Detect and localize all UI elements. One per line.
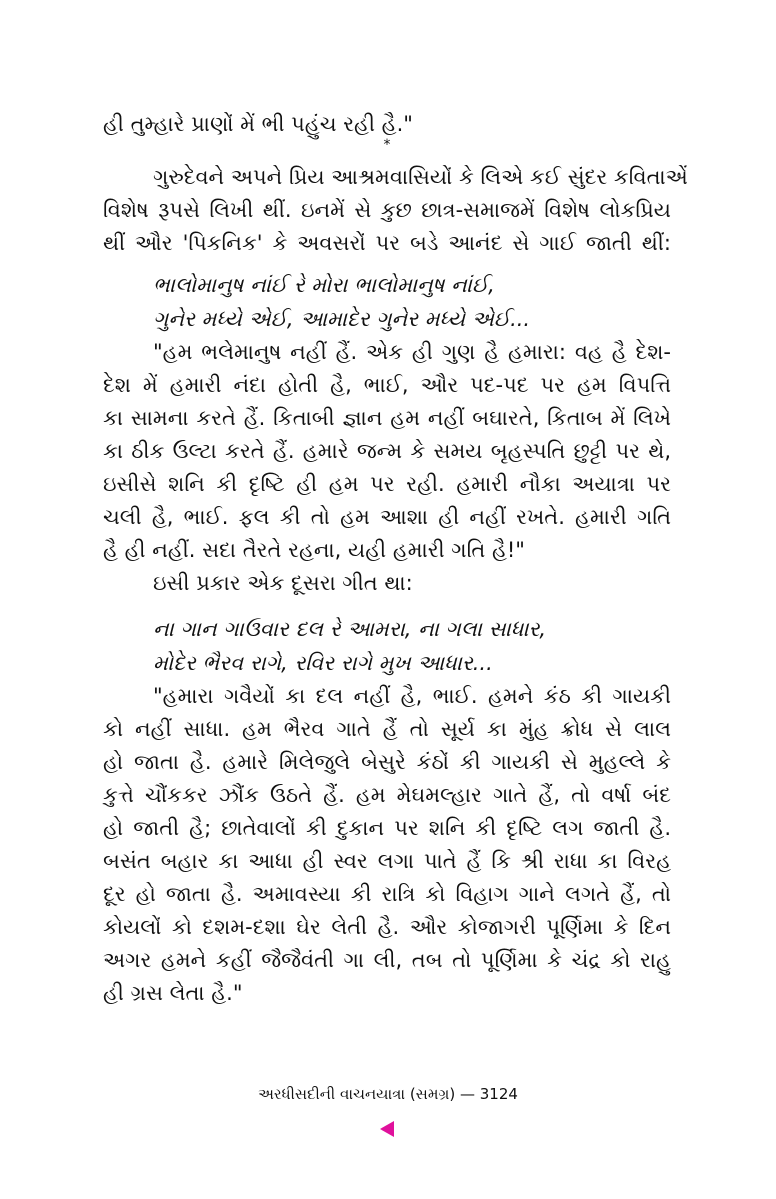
text-line: ગુરુદેવને અપને પ્રિય આશ્રમવાસિયોં કે લિએ કઈ સુંદર કવિતાએં	[153, 165, 688, 189]
text-line: હૈ હી નહીં. સદા તૈરતે રહના, યહી હમારી ગતિ હૈ!"	[103, 538, 525, 562]
poem-line: ના ગાન ગાઉવાર દલ રે આમરા, ના ગલા સાધાર,	[153, 617, 547, 641]
text-line: કુત્તે ચૌંકકર ઝૌંક ઉઠતે હૈં. હમ મેઘમલ્હાર ગાતે હૈં, તો વર્ષા બંદ	[103, 783, 671, 807]
text-line: "હમારા ગવૈયોં કા દલ નહીં હૈ, ભાઈ. હમને કંઠ કી ગાયકી	[153, 684, 671, 708]
page-footer: અરધીસદીની વાચનયાત્રા (સમગ્ર) — 3124	[258, 1085, 518, 1103]
text-line: કા ઠીક ઉલ્ટા કરતે હૈં. હમારે જન્મ કે સમય બૃહસ્પતિ છુટ્ટી પર થે,	[103, 439, 671, 463]
text-line: અગર હમને કહીં જૈજૈવંતી ગા લી, તબ તો પૂર્ણિમા કે ચંદ્ર કો રાહુ	[103, 948, 671, 972]
text-line: દેશ મેં હમારી નંદા હોતી હૈ, ભાઈ, ઔર પદ-પદ પર હમ વિપત્તિ	[103, 373, 671, 397]
text-line: ચલી હૈ, ભાઈ. ફલ કી તો હમ આશા હી નહીં રખતે. હમારી ગતિ	[103, 505, 671, 529]
text-line: બસંત બહાર કા આધા હી સ્વર લગા પાતે હૈં કિ શ્રી રાધા કા વિરહ	[103, 849, 671, 873]
text-line: હો જાતી હૈ; છાતેવાલોં કી દુકાન પર શનિ કી દૃષ્ટિ લગ જાતી હૈ.	[103, 816, 671, 840]
text-line: થીં ઔર 'પિકનિક' કે અવસરોં પર બડે આનંદ સે ગાઈ જાતી થીં:	[103, 231, 671, 255]
previous-page-arrow-icon[interactable]	[380, 1121, 394, 1137]
poem-line: ગુનેર મધ્યે એઈ, આમાદેર ગુનેર મધ્યે એઈ...	[153, 307, 531, 331]
poem-line: ભાલોમાનુષ નાંઈ રે મોરા ભાલોમાનુષ નાંઈ,	[153, 273, 495, 297]
text-line: હી ગ્રસ લેતા હૈ."	[103, 981, 243, 1005]
poem-line: મોદેર ભૈરવ રાગે, રવિર રાગે મુખ આધાર...	[153, 651, 493, 675]
text-line: કા સામના કરતે હૈં. કિતાબી જ્ઞાન હમ નહીં બઘારતે, કિતાબ મેં લિખે	[103, 406, 671, 430]
text-line: વિશેષ રૂપસે લિખી થીં. ઇનમેં સે કુછ છાત્ર-સમાજમેં વિશેષ લોકપ્રિય	[103, 198, 671, 222]
text-line: દૂર હો જાતા હૈ. અમાવસ્યા કી રાત્રિ કો વિહાગ ગાને લગતે હૈં, તો	[103, 882, 671, 906]
text-line: "હમ ભલેમાનુષ નહીં હૈં. એક હી ગુણ હૈ હમારા: વહ હૈ દેશ-	[153, 340, 671, 364]
text-line: કો નહીં સાધા. હમ ભૈરવ ગાતે હૈં તો સૂર્ય કા મુંહ ક્રોધ સે લાલ	[103, 717, 671, 741]
text-line: કોયલોં કો દશમ-દશા ઘેર લેતી હૈ. ઔર કોજાગરી પૂર્ણિમા કે દિન	[103, 915, 671, 939]
text-line: હો જાતા હૈ. હમારે મિલેજુલે બેસુરે કંઠોં કી ગાયકી સે મુહલ્લે કે	[103, 750, 671, 774]
section-separator: *	[383, 137, 391, 153]
page-body	[103, 108, 688, 1010]
text-line: ઇસી પ્રકાર એક દૂસરા ગીત થા:	[153, 571, 413, 595]
text-line: ઇસીસે શનિ કી દૃષ્ટિ હી હમ પર રહી. હમારી નૌકા અયાત્રા પર	[103, 472, 671, 496]
text-line: હી તુમ્હારે પ્રાણોં મેં ભી પહુંચ રહી હૈ."	[103, 112, 413, 136]
